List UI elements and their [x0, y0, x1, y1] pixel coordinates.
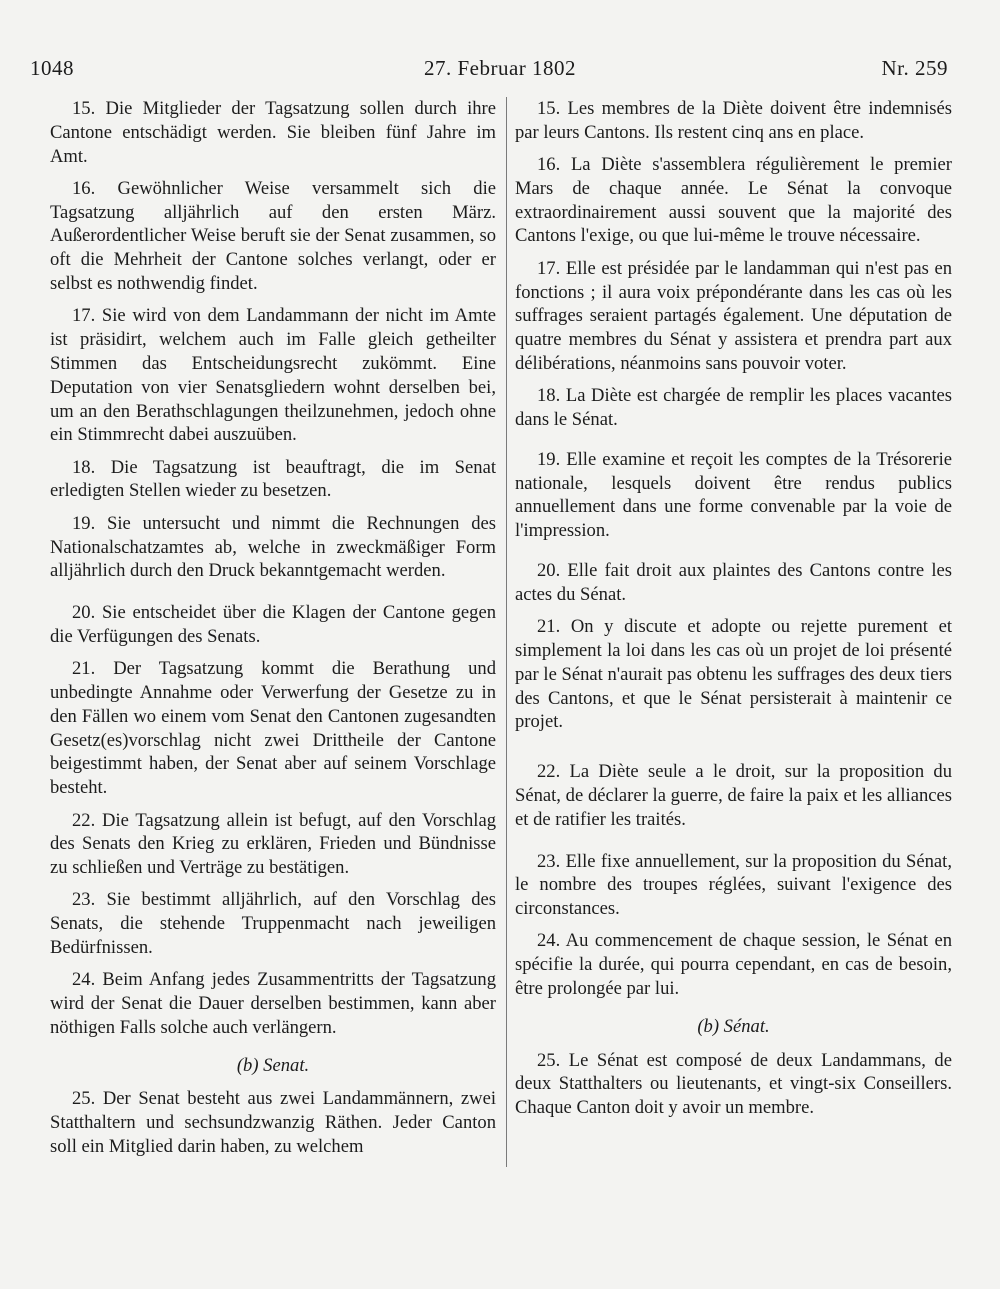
french-article-23: 23. Elle fixe annuellement, sur la proposition du Sénat, le nombre des troupes réglées, suivant l'exigence des circonstances. — [515, 850, 952, 920]
german-column — [50, 97, 496, 1167]
french-article-22: 22. La Diète seule a le droit, sur la proposition du Sénat, de déclarer la guerre, de faire la paix et les alliances et de ratifier les traités. — [515, 761, 952, 830]
french-article-25: 25. Le Sénat est composé de deux Landammans, de deux Statthalters ou lieutenants, et vingt-six Conseillers. Chaque Canton doit y avoir un membre. — [515, 1049, 952, 1119]
french-article-17: 17. Elle est présidée par le landamman qui n'est pas en fonctions ; il aura voix prépondérante dans les cas où les suffrages seraient partagés également. Une députation de quatre membres du Sénat y assistera et prendra part aux délibérations, néanmoins sans pouvoir voter. — [515, 257, 952, 374]
german-article-19: 19. Sie untersucht und nimmt die Rechnungen des Nationalschatzamtes ab, welche in zweckmäßiger Form alljährlich durch den Druck bekanntgemacht werden. — [50, 512, 496, 582]
german-article-25: 25. Der Senat besteht aus zwei Landammännern, zwei Statthaltern und sechsundzwanzig Räthen. Jeder Canton soll ein Mitglied darin haben, zu welchem — [50, 1088, 496, 1158]
german-article-16: 16. Gewöhnlicher Weise versammelt sich die Tagsatzung alljährlich auf den ersten März. Außerordentlicher Weise beruft sie der Senat zusammen, so oft die Mehrheit der Cantone solches verlangt, oder er selbst es nothwendig findet. — [50, 177, 496, 295]
french-article-24: 24. Au commencement de chaque session, le Sénat en spécifie la durée, qui pourra cependant, en cas de besoin, être prolongée par lui. — [515, 930, 952, 999]
german-article-17: 17. Sie wird von dem Landammann der nicht im Amte ist präsidirt, welchem auch im Falle gleich getheilter Stimmen das Entscheidungsrecht zukömmt. Eine Deputation von vier Senatsgliedern wohnt derselben bei, um an den Berathschlagungen theilzunehmen, jedoch ohne ein Stimmrecht dabei auszuüben. — [50, 305, 496, 446]
german-article-21: 21. Der Tagsatzung kommt die Berathung und unbedingte Annahme oder Verwerfung der Gesetze zu in den Fällen wo einem vom Senat den Cantonen zugesandten Gesetz(es)vorschlag nicht zwei Drittheile der Cantone beigestimmt haben, der Senat aber auf seinem Vorschlage besteht. — [50, 658, 496, 799]
german-article-18: 18. Die Tagsatzung ist beauftragt, die im Senat erledigten Stellen wieder zu besetzen. — [50, 456, 496, 502]
german-subheading: (b) Senat. — [236, 1054, 310, 1076]
french-article-16: 16. La Diète s'assemblera régulièrement le premier Mars de chaque année. Le Sénat la convoque extraordinairement aussi souvent que la majorité des Cantons l'exige, ou que lui-même le trouve nécessaire. — [515, 154, 952, 247]
german-article-22: 22. Die Tagsatzung allein ist befugt, auf den Vorschlag des Senats den Krieg zu erklären, Frieden und Bündnisse zu schließen und Verträge zu bestätigen. — [50, 809, 496, 879]
running-date: 27. Februar 1802 — [423, 56, 577, 80]
column-divider — [506, 97, 507, 1167]
german-article-24: 24. Beim Anfang jedes Zusammentritts der Tagsatzung wird der Senat die Dauer derselben bestimmen, kann aber nöthigen Falls solche auch verlängern. — [50, 969, 496, 1038]
page-number: 1048 — [30, 56, 74, 80]
french-article-18: 18. La Diète est chargée de remplir les places vacantes dans le Sénat. — [515, 385, 952, 431]
german-article-20: 20. Sie entscheidet über die Klagen der Cantone gegen die Verfügungen des Senats. — [50, 602, 496, 647]
document-number: Nr. 259 — [881, 56, 948, 80]
german-article-23: 23. Sie bestimmt alljährlich, auf den Vorschlag des Senats, die stehende Truppenmacht nach jeweiligen Bedürfnissen. — [50, 889, 496, 958]
french-article-21: 21. On y discute et adopte ou rejette purement et simplement la loi dans les cas où un projet de loi présenté par le Sénat n'aurait pas obtenu les suffrages des deux tiers des Cantons, et que le Sénat persisterait à maintenir ce projet. — [515, 616, 952, 733]
french-article-15: 15. Les membres de la Diète doivent être indemnisés par leurs Cantons. Ils restent cinq ans en place. — [515, 98, 952, 143]
french-subheading: (b) Sénat. — [697, 1015, 770, 1037]
german-article-15: 15. Die Mitglieder der Tagsatzung sollen durch ihre Cantone entschädigt werden. Sie bleiben fünf Jahre im Amt. — [50, 98, 496, 167]
french-article-19: 19. Elle examine et reçoit les comptes de la Trésorerie nationale, lesquels doivent être rendus publics annuellement dans une forme convenable par la voie de l'impression. — [515, 448, 952, 542]
french-article-20: 20. Elle fait droit aux plaintes des Cantons contre les actes du Sénat. — [515, 560, 952, 605]
french-column — [515, 97, 952, 1128]
